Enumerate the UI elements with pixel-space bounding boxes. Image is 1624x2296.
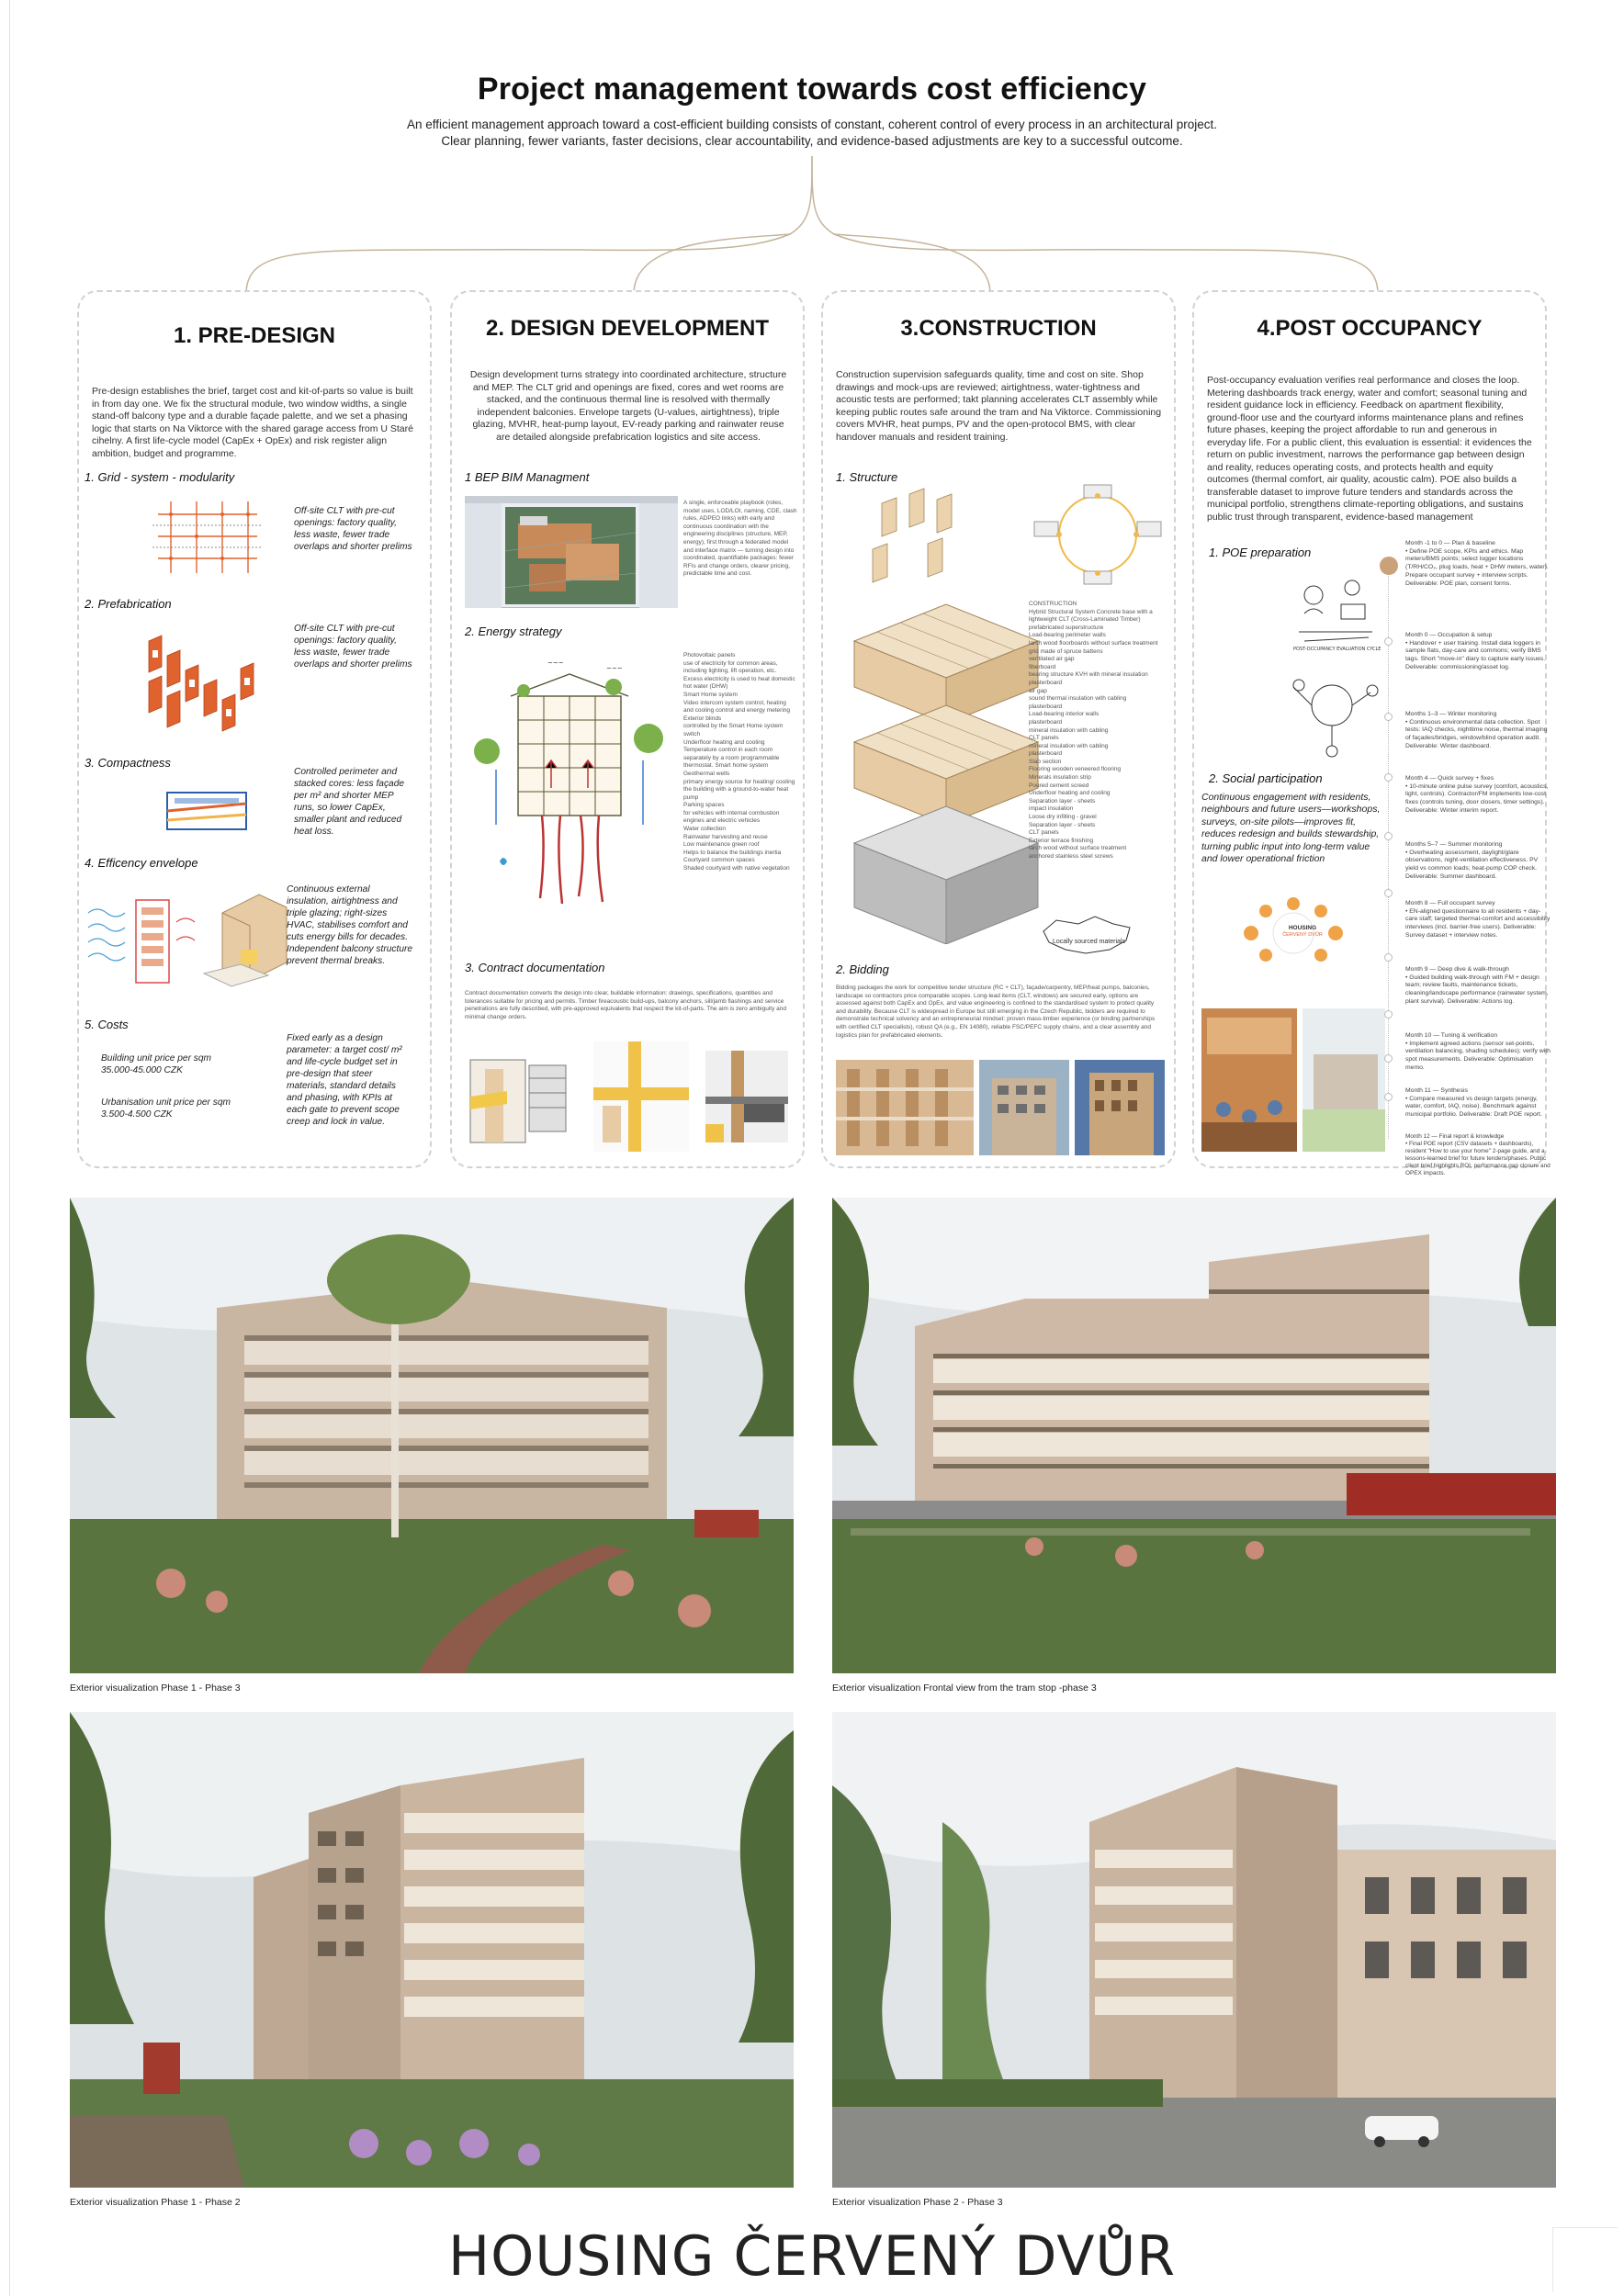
- panel-text: Pre-design establishes the brief, target cost and kit-of-parts so value is built in from day one. We fix the structural module, two window widths, a single stand-off balcony type and a durable façade palette, and we set a phasing logic that starts on Na Viktorce with the shared garage access from U Staré cihelny. A first life-cycle model (CapEx + OpEx) and risk register align ambition, budget and programme.: [92, 386, 413, 459]
- bim-note: A single, enforceable playbook (roles, model uses, LOD/LOI, naming, CDE, clash rules, ADPEO links) with early and continuous coordination with the engineering disciplines (structure, MEP, energy), first through a federated model and interface matrix — turning design into coordinated, quantifiable packages: fewer RFIs and change orders, clearer pricing, predictable time and cost.: [683, 500, 797, 578]
- timeline-marker: [1384, 1054, 1393, 1063]
- render-caption: Exterior visualization Frontal view from the tram stop -phase 3: [832, 1683, 1097, 1694]
- panel-text: Post-occupancy evaluation verifies real performance and closes the loop. Metering dashboards track energy, water and comfort; seasonal tuning and resident guidance lock in efficiency. Feedback on apartment flexibility, ground-floor use and the courtyard informs maintenance plans and refines future phases, keeping the project affordable to run and generous in everyday life. For a public client, this evaluation is essential: it evidences the return on public investment, narrows the performance gap between design and reality, reduces operating costs, and protects health and equity outcomes (thermal comfort, air quality, acoustic calm). POE also builds a transferable dataset to improve future tenders and standards across the municipal portfolio, strengthens climate-reporting obligations, and sustains public trust through transparent, evidence-based management: [1207, 375, 1532, 523]
- render-tram-stop-phase3: [832, 1198, 1556, 1673]
- bidding-photos: [836, 1060, 1165, 1155]
- timeline-marker: [1384, 953, 1393, 962]
- note-grid: Off-site CLT with pre-cut openings: factory quality, less waste, fewer trade overlaps and shorter prelims: [294, 506, 412, 552]
- timeline-month: Months 1–3 — Winter monitoring • Continuous environmental data collection. Spot tests: IAQ checks, nighttime noise, thermal imaging of façades/bridges, window/blind operation audit. Deliverable: Winter dashboard.: [1405, 711, 1548, 749]
- timeline-month: Month 12 — Final report & knowledge • Final POE report (CSV datasets + dashboards), resident "How to use your home" 2-page guide, and a lessons-learned brief for future tenders/phases. Public client brief highlights ROI, performance gap closure and OPEX impacts.: [1405, 1133, 1551, 1176]
- subheading-poe-preparation: 1. POE preparation: [1209, 546, 1312, 559]
- community-photos: [1201, 1008, 1385, 1152]
- locally-sourced-label: Locally sourced materials: [1053, 939, 1125, 945]
- subheading-contract: 3. Contract documentation: [465, 961, 605, 974]
- panel-title: 2. DESIGN DEVELOPMENT: [485, 316, 770, 341]
- render-caption: Exterior visualization Phase 1 - Phase 3: [70, 1683, 241, 1694]
- prefabrication-diagram: [140, 632, 277, 742]
- note-prefabrication: Off-site CLT with pre-cut openings: factory quality, less waste, fewer trade overlaps and shorter prelims: [294, 624, 412, 670]
- structure-note: CONSTRUCTION Hybrid Structural System Concrete base with a lightweight CLT (Cross-Laminated Timber) prefabricated superstructure Load-bearing perimeter walls larch wood floorboards without surface treatment grid made of spruce battens ventilated air gap fiberboard bearing structure KVH with mineral insulation plasterboard air gap sound thermal insulation with cabling plasterboard Load-bearing interior walls plasterboard mineral insulation with cabling CLT panels mineral insulation with cabling plasterboard Slab section Flooring wooden veneered flooring Minerals insulation strip Poured cement screed Underfloor heating and cooling Separation layer - sheets impact insulation Loose dry infilling - gravel Separation layer - sheets CLT panels Exterior terrace finishing larch wood without surface treatment anchored stainless steel screws: [1029, 601, 1158, 860]
- poe-timeline-line: [1388, 560, 1389, 1139]
- intro-line-2: Clear planning, fewer variants, faster decisions, clear accountability, and evidence-based adjustments are key to a successful outcome.: [441, 134, 1183, 148]
- subheading-compactness: 3. Compactness: [85, 756, 171, 770]
- timeline-month: Month 11 — Synthesis • Compare measured vs design targets (energy, water, comfort, IAQ, noise). Benchmark against municipal portfolio. Deliverable: Draft POE report.: [1405, 1087, 1542, 1119]
- note-social-participation: Continuous engagement with residents, neighbours and future users—workshops, surveys, on-site pilots—improves fit, reduces redesign and builds stewardship, turning public input into long-term value and lower operational friction: [1201, 792, 1381, 865]
- render-phase1-phase3: [70, 1198, 794, 1673]
- subheading-costs: 5. Costs: [85, 1018, 129, 1031]
- svg-text:~~~: ~~~: [547, 659, 564, 667]
- project-name-footer: HOUSING ČERVENÝ DVŮR: [447, 2224, 1177, 2289]
- cost-urbanisation: Urbanisation unit price per sqm 3.500-4.500 CZK: [101, 1097, 231, 1120]
- timeline-start-marker: [1380, 557, 1398, 575]
- bim-model-screenshot: [465, 496, 678, 608]
- subheading-energy: 2. Energy strategy: [465, 625, 562, 638]
- timeline-month: Month 4 — Quick survey + fixes • 10-minute online pulse survey (comfort, acoustics, light, controls). Contractor/FM implements low-cost fixes (controls tuning, door closers, timer settings). Deliverable: Winter interim report.: [1405, 775, 1549, 814]
- timeline-marker: [1384, 713, 1393, 721]
- energy-note: Photovoltaic panels use of electricity for common areas, including lighting, lift operation, etc. Excess electricity is used to heat domestic hot water (DHW) Smart Home system Video intercom system control, heating and cooling control and energy metering Exterior blinds controlled by the Smart Home system switch Underfloor heating and cooling Temperature control in each room separately by a room programmable thermostat. Smart home system Geothermal wells primary energy source for heating/ cooling the building with a ground-to-water heat pump Parking spaces for vehicles with internal combustion engines and electric vehicles Water collection Rainwater harvesting and reuse Low maintenance green roof Helps to balance the buildings inertia Courtyard common spaces Shaded courtyard with native vegetation: [683, 652, 795, 872]
- panel-title: 1. PRE-DESIGN: [173, 323, 336, 348]
- panel-design-development: [450, 290, 805, 1168]
- panel-title: 4.POST OCCUPANCY: [1257, 316, 1483, 341]
- connector-tree: [0, 147, 1624, 294]
- corner-mark: [1552, 2227, 1618, 2292]
- timeline-month: Month 9 — Deep dive & walk-through • Guided building walk-through with FM + design team; review faults, maintenance tickets, cleaning/landscape performance (rainwater system, plant survival). Deliverable: Actions log.: [1405, 966, 1549, 1005]
- timeline-month: Month 10 — Tuning & verification • Implement agreed actions (sensor set-points, ventilation balancing, shading schedules); verify with spot measurements. Deliverable: Optimisation memo.: [1405, 1032, 1551, 1071]
- intro-line-1: An efficient management approach toward a cost-efficient building consists of constant, coherent control of every process in an architectural project.: [407, 118, 1217, 131]
- panel-text: Design development turns strategy into coordinated architecture, structure and MEP. The CLT grid and openings are fixed, cores and wet rooms are stacked, and the continuous thermal line is resolved with thermally independent balconies. Envelope targets (U-values, airtightness), triple glazing, MVHR, heat-pump layout, EV-ready parking and rainwater reuse are detailed alongside prefabrication logistics and site access.: [469, 369, 787, 443]
- housing-label-2: ČERVENÝ DVŮR: [1282, 932, 1323, 938]
- timeline-month: Month 0 — Occupation & setup • Handover + user training. Install data loggers in sample flats, day-care and commons; verify BMS tags. Short "move-in" diary to capture early issues. Deliverable: commissioning/asset log.: [1405, 632, 1546, 670]
- timeline-marker: [1384, 1010, 1393, 1019]
- note-envelope: Continuous external insulation, airtightness and triple glazing; right-sizes HVAC, stabilises comfort and cuts energy bills for decades. Independent balcony structure prevent thermal breaks.: [287, 884, 413, 966]
- subheading-prefabrication: 2. Prefabrication: [85, 597, 172, 611]
- contract-note: Contract documentation converts the design into clear, buildable information: drawings, specifications, quantities and tolerances suitable for pricing and permits. Timber fireacoustic build-ups, balcony anchors, sill/jamb flashings and service penetrations are fully described, with pre-approved equivalents that respect the kit-of-parts. The aim is zero ambiguity and minimal change orders.: [465, 990, 786, 1020]
- intro-text: [349, 117, 1275, 150]
- subheading-bim: 1 BEP BIM Managment: [465, 470, 590, 484]
- timeline-marker: [1384, 773, 1393, 782]
- render-caption: Exterior visualization Phase 2 - Phase 3: [832, 2197, 1003, 2208]
- svg-text:~~~: ~~~: [606, 665, 623, 672]
- timeline-month: Month -1 to 0 — Plan & baseline • Define POE scope, KPIs and ethics. Map meters/BMS points; select logger locations (T/RH/CO₂, plug loads, heat + DHW meters, water). Prepare occupant survey + interview scripts. Deliverable: POE plan, consent forms.: [1405, 540, 1549, 587]
- subheading-social-participation: 2. Social participation: [1209, 771, 1323, 785]
- subheading-bidding: 2. Bidding: [836, 962, 889, 976]
- grid-modularity-diagram: [152, 496, 263, 579]
- timeline-month: Months 5–7 — Summer monitoring • Overheating assessment, daylight/glare observations, night-ventilation effectiveness. PV yield vs common loads; heat-pump COP check. Deliverable: Summer dashboard.: [1405, 841, 1539, 880]
- timeline-marker: [1384, 1093, 1393, 1101]
- render-phase2-phase3: [832, 1712, 1556, 2188]
- exploded-structure-axonometry: [836, 485, 1043, 944]
- timeline-marker: [1384, 889, 1393, 897]
- timeline-marker: [1384, 637, 1393, 646]
- timeline-month: Month 8 — Full occupant survey • EN-aligned questionnaire to all residents + day-care staff; targeted thermal-comfort and accessibility interviews (incl. barrier-free users). Deliverable: Survey dataset + interview notes.: [1405, 900, 1551, 939]
- subheading-grid: 1. Grid - system - modularity: [85, 470, 235, 484]
- note-costs: Fixed early as a design parameter: a target cost/ m² and life-cycle budget set in pre-design that steer materials, standard details and phasing, with KPIs at each gate to prevent scope creep and lock in value.: [287, 1033, 402, 1127]
- panel-text: Construction supervision safeguards quality, time and cost on site. Shop drawings and mock-ups are reviewed; airtightness, water-tightness and acoustic tests are performed; takt planning accelerates CLT assembly while keeping public routes safe around the tram and Na Viktorce. Commissioning covers MVHR, heat pumps, PV and the open-protocol BMS, with clear handover manuals and resident training.: [836, 369, 1162, 443]
- czech-map-sketch: [1036, 911, 1137, 957]
- render-phase1-phase2: [70, 1712, 794, 2188]
- panel-title: 3.CONSTRUCTION: [900, 316, 1097, 341]
- compactness-diagram: [162, 783, 254, 838]
- assembly-cycle-diagram: [1029, 479, 1167, 590]
- bidding-note: Bidding packages the work for competitive tender structure (RC + CLT), façade/carpentry, MEP/heat pumps, balconies, landscape so contractors price comparable scopes. Long-lead items (CLT, windows) are secured early, options are assessed against both CapEx and OpEx, and value engineering is confined to the standardised system to protect quality and durability. Because CLT is widespread in Europe but still emerging in the Czech Republic, bidders are required to demonstrate technical solvency and an entrepreneurial mindset: proven mass-timber experience (or binding partnerships with certified CLT specialists), robust QA (e.g., EN 14080), reliable FSC/PEFC supply chains, and a clear assembly and logistics plan for prefabricated elements.: [836, 985, 1156, 1039]
- poe-preparation-sketch: [1286, 568, 1387, 770]
- render-caption: Exterior visualization Phase 1 - Phase 2: [70, 2197, 241, 2208]
- page-title: Project management towards cost efficiency: [477, 72, 1147, 107]
- cost-building: Building unit price per sqm 35.000-45.000 CZK: [101, 1053, 212, 1075]
- panel-pre-design: [77, 290, 432, 1168]
- note-compactness: Controlled perimeter and stacked cores: less façade per m² and shorter MEP runs, so lower CapEx, smaller plant and reduced heat loss.: [294, 767, 405, 837]
- panel-construction: [821, 290, 1176, 1168]
- energy-strategy-sketch: [459, 650, 683, 922]
- left-edge-line: [9, 0, 10, 2296]
- svg-text:POST-OCCUPANCY EVALUATION CYCL: POST-OCCUPANCY EVALUATION CYCLE: [1293, 647, 1382, 652]
- subheading-envelope: 4. Efficency envelope: [85, 856, 198, 870]
- contract-details: [465, 1041, 792, 1152]
- housing-label: HOUSING: [1288, 925, 1317, 931]
- timeline-marker: [1384, 832, 1393, 840]
- subheading-structure: 1. Structure: [836, 470, 898, 484]
- envelope-diagram: [85, 885, 296, 1005]
